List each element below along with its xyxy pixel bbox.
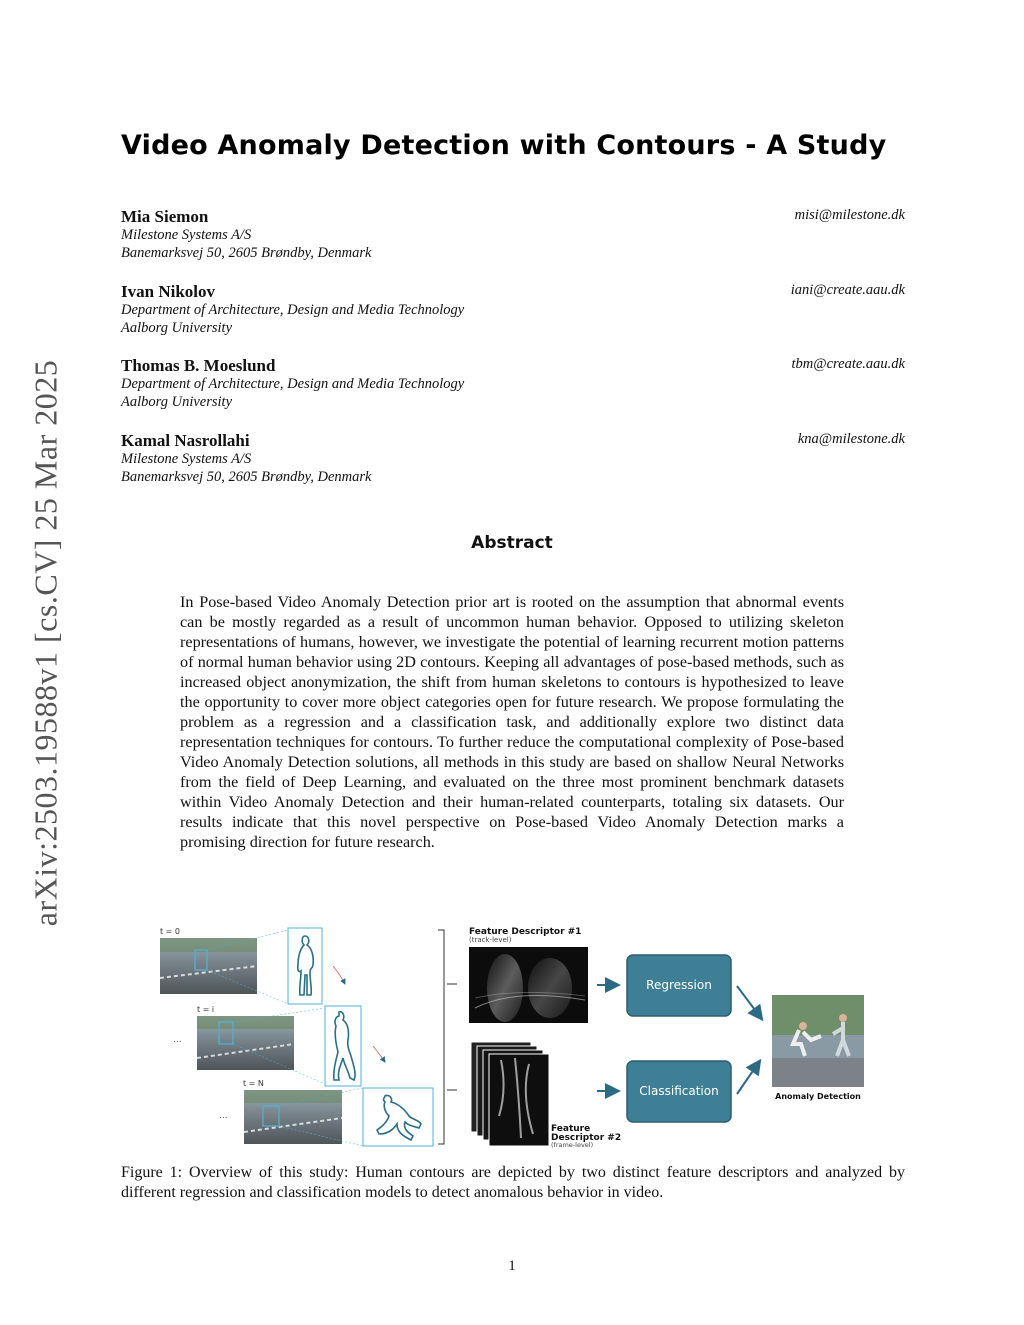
figure-caption: Figure 1: Overview of this study: Human contours are depicted by two distinct feature descriptors and analyzed by different regression and classification models to detect anomalous behavior in video. (121, 1164, 905, 1201)
frame-label-tN: t = N (243, 1079, 264, 1088)
page-number: 1 (508, 1258, 516, 1274)
video-frame-tN (244, 1088, 363, 1146)
frame-label-ti: t = i (197, 1005, 215, 1014)
author-name: Mia Siemon (121, 207, 209, 226)
author-block (121, 282, 905, 337)
contour-crop-ti (325, 1006, 361, 1086)
author-affiliation: Milestone Systems A/S (121, 227, 252, 243)
paper-title: Video Anomaly Detection with Contours - A Study (121, 130, 887, 161)
abstract-body: In Pose-based Video Anomaly Detection prior art is rooted on the assumption that abnormal events can be mostly regarded as a result of uncommon human behavior. Opposed to utilizing skeleton representations of humans, however, we investigate the potential of learning recurrent motion patterns of normal human behavior using 2D contours. Keeping all advantages of pose-based methods, such as increased object anonymization, the shift from human skeletons to contours is hypothesized to leave the opportunity to cover more object categories open for future research. We propose formulating the problem as a regression and a classification task, and additionally explore two distinct data representation techniques for contours. To further reduce the computational complexity of Pose-based Video Anomaly Detection solutions, all methods in this study are based on shallow Neural Networks from the field of Deep Learning, and evaluated on the three most prominent benchmark datasets within Video Anomaly Detection and their human-related counterparts, totaling six datasets. Our results indicate that this novel perspective on Pose-based Video Anomaly Detection marks a promising direction for future research. (180, 593, 844, 851)
author-block (121, 356, 905, 411)
author-address: Banemarksvej 50, 2605 Brøndby, Denmark (121, 469, 372, 485)
author-address: Aalborg University (121, 320, 233, 336)
anomaly-detection-image (772, 995, 864, 1087)
author-name: Ivan Nikolov (121, 282, 215, 301)
contour-crop-t0 (288, 928, 322, 1004)
grouping-bracket (438, 930, 444, 1144)
classification-label: Classification (639, 1084, 719, 1098)
abstract-heading: Abstract (471, 533, 553, 553)
feature-descriptor-2-title: Descriptor #2 (551, 1133, 622, 1143)
regression-label: Regression (646, 978, 712, 992)
arrow-down-icon (333, 966, 345, 984)
arrow-diagonal-icon (737, 1062, 759, 1094)
video-frame-t0 (160, 930, 288, 1004)
author-address: Banemarksvej 50, 2605 Brøndby, Denmark (121, 245, 372, 261)
arrow-down-icon (373, 1046, 385, 1062)
author-block (121, 431, 905, 486)
feature-descriptor-2-subtitle: (frame-level) (551, 1141, 594, 1149)
arxiv-identifier: arXiv:2503.19588v1 [cs.CV] 25 Mar 2025 (27, 359, 64, 927)
author-email[interactable]: tbm@create.aau.dk (791, 356, 905, 372)
contour-crop-tN (363, 1088, 433, 1146)
classification-model-box (627, 1061, 731, 1122)
author-email[interactable]: iani@create.aau.dk (790, 282, 905, 298)
video-frame-ti (197, 1008, 325, 1084)
frame-label-t0: t = 0 (160, 927, 181, 936)
author-email[interactable]: misi@milestone.dk (794, 207, 905, 223)
author-block (121, 207, 905, 262)
author-address: Aalborg University (121, 394, 233, 410)
feature-descriptor-1-image (469, 947, 588, 1023)
arrow-diagonal-icon (737, 986, 761, 1018)
feature-descriptor-2-title: Feature (551, 1124, 591, 1134)
anomaly-detection-label: Anomaly Detection (775, 1092, 861, 1101)
ellipsis-label: ... (219, 1111, 228, 1121)
author-affiliation: Department of Architecture, Design and Media Technology (121, 302, 465, 318)
figure-overview (155, 918, 875, 1158)
author-email[interactable]: kna@milestone.dk (797, 431, 905, 447)
author-name: Kamal Nasrollahi (121, 431, 250, 450)
feature-descriptor-1-subtitle: (track-level) (469, 936, 512, 944)
regression-model-box (627, 955, 731, 1016)
ellipsis-label: ... (173, 1035, 182, 1045)
feature-descriptor-1-title: Feature Descriptor #1 (469, 927, 582, 937)
author-affiliation: Milestone Systems A/S (121, 451, 252, 467)
author-affiliation: Department of Architecture, Design and Media Technology (121, 376, 465, 392)
author-name: Thomas B. Moeslund (121, 356, 276, 375)
feature-descriptor-2-stack (471, 1042, 549, 1146)
